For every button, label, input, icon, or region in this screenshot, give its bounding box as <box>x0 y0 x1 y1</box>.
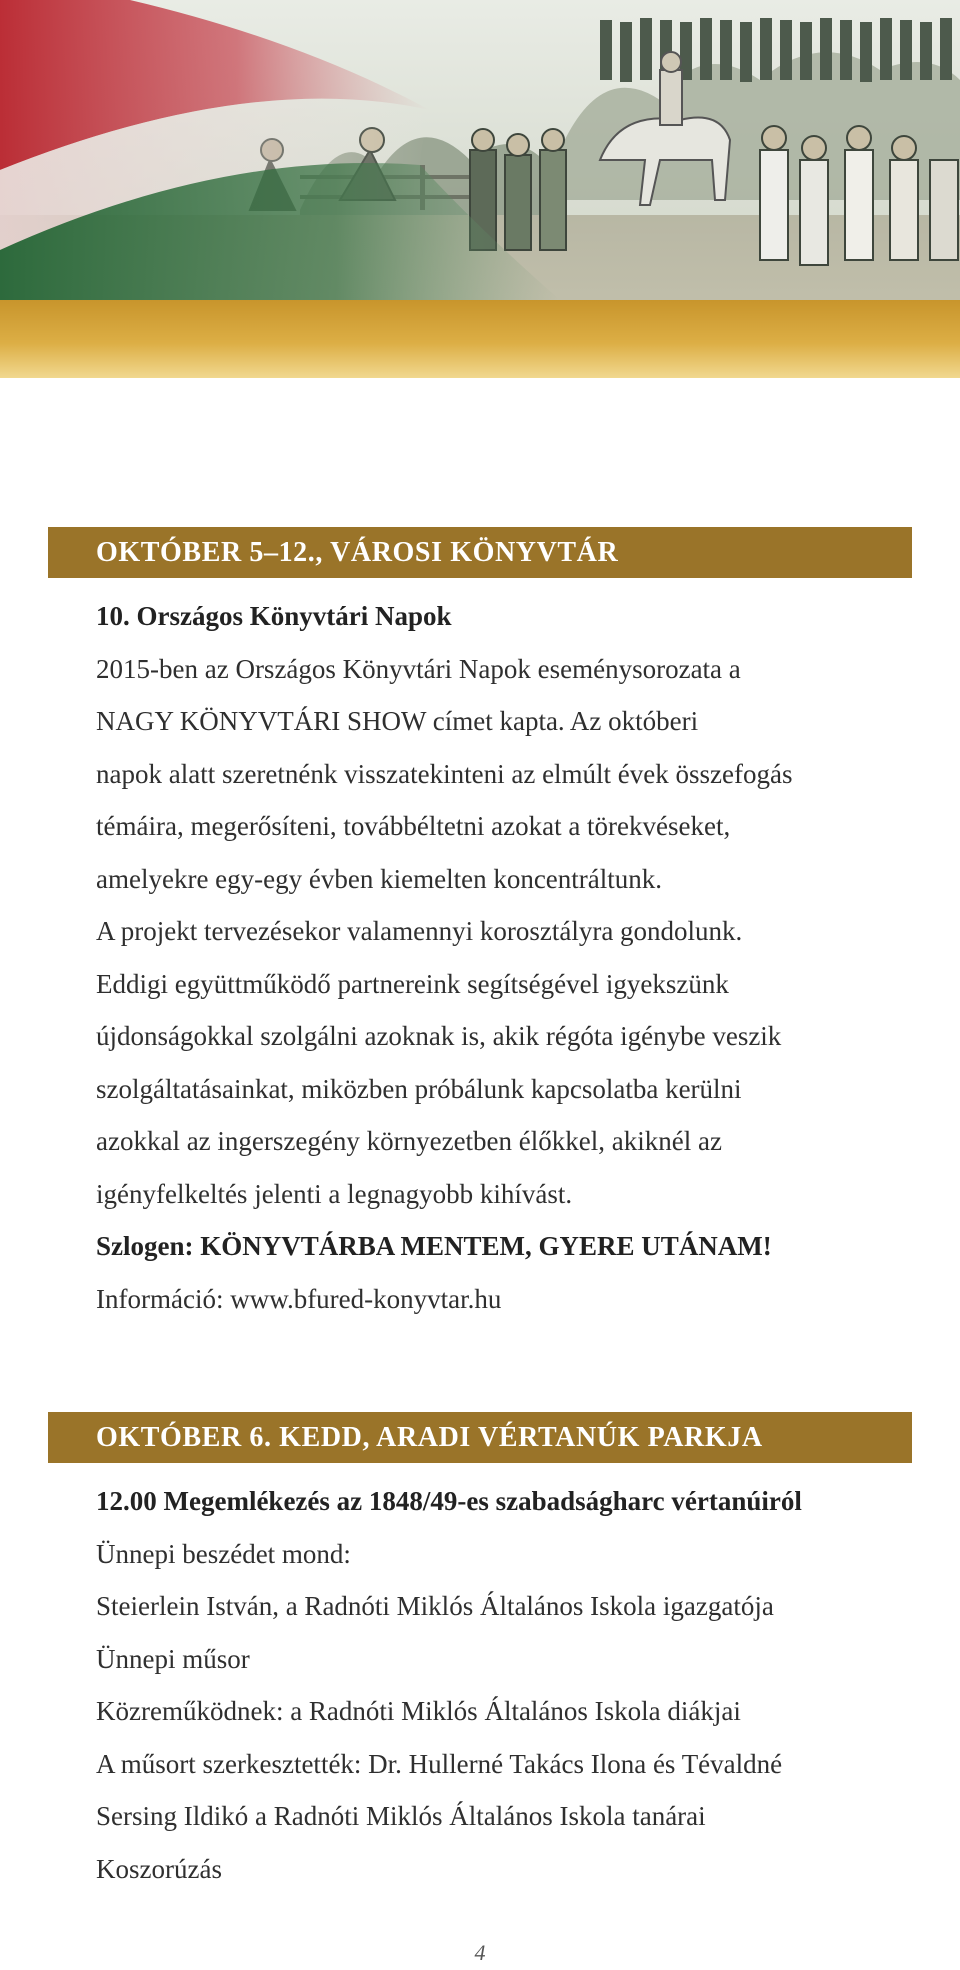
paragraph-line: szolgáltatásainkat, miközben próbálunk kapcsolatba kerülni <box>96 1073 742 1104</box>
paragraph-line: Sersing Ildikó a Radnóti Miklós Általános Iskola tanárai <box>96 1801 706 1831</box>
paragraph-line: Ünnepi műsor <box>96 1643 250 1674</box>
event-title: 10. Országos Könyvtári Napok <box>96 601 452 631</box>
paragraph-line: A műsort szerkesztették: Dr. Hullerné Takács Ilona és Tévaldné <box>96 1748 783 1779</box>
paragraph-line: Koszorúzás <box>96 1853 222 1884</box>
paragraph-line: azokkal az ingerszegény környezetben élőkkel, akiknél az <box>96 1126 722 1156</box>
historic-engraving-illustration <box>0 0 960 378</box>
paragraph-line: igényfelkeltés jelenti a legnagyobb kihívást. <box>96 1178 573 1209</box>
paragraph-line: Ünnepi beszédet mond: <box>96 1538 351 1569</box>
paragraph-line: 2015-ben az Országos Könyvtári Napok eseménysorozata a <box>96 653 741 684</box>
section-header-martyrs-park: OKTÓBER 6. KEDD, ARADI VÉRTANÚK PARKJA <box>48 1412 912 1463</box>
paragraph-line: Közreműködnek: a Radnóti Miklós Általános Iskola diákjai <box>96 1696 741 1726</box>
paragraph-line: A projekt tervezésekor valamennyi korosztályra gondolunk. <box>96 916 743 946</box>
paragraph-line: témáira, megerősíteni, továbbéltetni azokat a törekvéseket, <box>96 811 731 841</box>
paragraph-line: Eddigi együttműködő partnereink segítségével igyekszünk <box>96 968 729 999</box>
header-banner <box>0 0 960 378</box>
page-number: 4 <box>474 1940 486 1965</box>
paragraph-line: újdonságokkal szolgálni azoknak is, akik régóta igénybe veszik <box>96 1021 782 1051</box>
info-link[interactable]: Információ: www.bfured-konyvtar.hu <box>96 1283 502 1314</box>
slogan: Szlogen: KÖNYVTÁRBA MENTEM, GYERE UTÁNAM! <box>96 1231 772 1261</box>
section-body-martyrs-park <box>96 1475 916 1895</box>
section-header-library-days: OKTÓBER 5–12., VÁROSI KÖNYVTÁR <box>48 527 912 578</box>
paragraph-line: napok alatt szeretnénk visszatekinteni az elmúlt évek összefogás <box>96 758 793 789</box>
paragraph-line: amelyekre egy-egy évben kiemelten koncentráltunk. <box>96 863 663 894</box>
paragraph-line: Steierlein István, a Radnóti Miklós Általános Iskola igazgatója <box>96 1591 774 1621</box>
section-body-library-days <box>96 590 916 1325</box>
paragraph-line: NAGY KÖNYVTÁRI SHOW címet kapta. Az októberi <box>96 706 699 736</box>
event-title: 12.00 Megemlékezés az 1848/49-es szabadságharc vértanúiról <box>96 1486 802 1516</box>
